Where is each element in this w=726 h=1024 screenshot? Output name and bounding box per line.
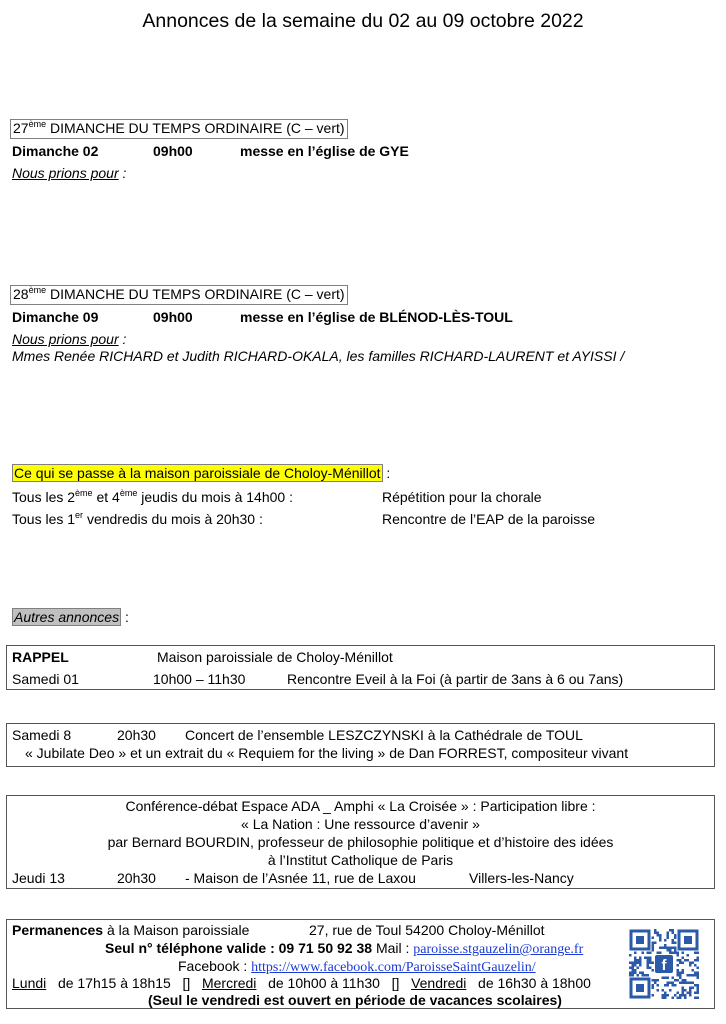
- sunday2-pray: [12, 331, 126, 347]
- separator-2: []: [391, 975, 400, 991]
- sunday1-pray: [12, 165, 126, 181]
- conference-line1: Conférence-débat Espace ADA _ Amphi « La Croisée » : Participation libre :: [125, 798, 596, 814]
- conference-line2: « La Nation : Une ressource d’avenir »: [241, 816, 480, 832]
- sunday1-header: [10, 119, 348, 139]
- maison-row1-pre: Tous les 2: [12, 489, 76, 505]
- sunday2-pray-label: Nous prions pour: [12, 331, 119, 347]
- conference-city: Villers-les-Nancy: [469, 870, 574, 886]
- maison-row2-post: vendredis du mois à 20h30 :: [83, 511, 263, 527]
- conference-place: - Maison de l’Asnée 11, rue de Laxou: [185, 870, 416, 886]
- concert-day: Samedi 8: [12, 727, 72, 743]
- conference-day: Jeudi 13: [12, 870, 65, 886]
- maison-row2-sup1: er: [75, 510, 84, 520]
- email-link[interactable]: paroisse.stgauzelin@orange.fr: [413, 942, 584, 957]
- permanences-label: Permanences: [12, 922, 104, 938]
- rappel-label: RAPPEL: [12, 649, 69, 665]
- facebook-link[interactable]: https://www.facebook.com/ParoisseSaintGauzelin/: [251, 960, 536, 975]
- rappel-place: Maison paroissiale de Choloy-Ménillot: [157, 649, 393, 665]
- permanences-facebook: [178, 958, 536, 976]
- rappel-day: Samedi 01: [12, 671, 79, 687]
- maison-row1-sup1: ème: [75, 488, 93, 498]
- facebook-label: Facebook :: [178, 958, 252, 974]
- sunday1-pray-colon: :: [118, 165, 127, 181]
- sunday1-time: 09h00: [153, 143, 193, 159]
- conference-time: 20h30: [117, 870, 156, 886]
- maison-row1-when: [12, 489, 293, 505]
- maison-row2-pre: Tous les 1: [12, 511, 76, 527]
- concert-time: 20h30: [117, 727, 156, 743]
- sunday2-header-text: DIMANCHE DU TEMPS ORDINAIRE (C – vert): [46, 286, 345, 302]
- maison-row1-sup2: ème: [119, 488, 138, 498]
- permanences-note: (Seul le vendredi est ouvert en période de vacances scolaires): [148, 992, 562, 1008]
- maison-heading-colon: :: [382, 465, 391, 481]
- maison-row1-mid: et 4: [92, 489, 120, 505]
- concert-line2: « Jubilate Deo » et un extrait du « Requiem for the living » de Dan FORREST, compositeur vivant: [25, 745, 629, 761]
- maison-row1-post: jeudis du mois à 14h00 :: [137, 489, 293, 505]
- maison-row1-activity: Répétition pour la chorale: [382, 489, 542, 505]
- autres-heading: [12, 609, 129, 625]
- sunday2-pray-colon: :: [118, 331, 127, 347]
- sunday2-number: 28: [13, 286, 29, 302]
- sunday2-time: 09h00: [153, 309, 193, 325]
- lundi-hours: de 17h15 à 18h15: [57, 975, 171, 991]
- permanences-hours: [12, 975, 591, 991]
- separator-1: []: [182, 975, 191, 991]
- sunday2-mass: messe en l’église de BLÉNOD-LÈS-TOUL: [240, 309, 513, 325]
- mercredi-label: Mercredi: [201, 975, 257, 991]
- maison-row2-when: [12, 511, 263, 527]
- maison-row2-activity: Rencontre de l’EAP de la paroisse: [382, 511, 595, 527]
- maison-heading-text: Ce qui se passe à la maison paroissiale de Choloy-Ménillot: [14, 465, 381, 481]
- conference-line4: à l’Institut Catholique de Paris: [267, 852, 454, 868]
- page-title: Annonces de la semaine du 02 au 09 octobre 2022: [142, 10, 584, 32]
- sunday1-number: 27: [13, 120, 29, 136]
- maison-heading: [12, 465, 390, 481]
- sunday2-header: [10, 285, 348, 305]
- permanences-address: 27, rue de Toul 54200 Choloy-Ménillot: [309, 922, 545, 938]
- mail-label: Mail :: [372, 940, 414, 956]
- concert-desc: Concert de l’ensemble LESZCZYNSKI à la Cathédrale de TOUL: [185, 727, 583, 743]
- sunday2-day: Dimanche 09: [12, 309, 99, 325]
- sunday1-header-text: DIMANCHE DU TEMPS ORDINAIRE (C – vert): [46, 120, 345, 136]
- sunday2-sup: ème: [28, 285, 47, 295]
- autres-heading-text: Autres annonces: [14, 609, 120, 625]
- sunday1-day: Dimanche 02: [12, 143, 99, 159]
- rappel-time: 10h00 – 11h30: [153, 671, 246, 687]
- permanences-where: à la Maison paroissiale: [103, 922, 250, 938]
- sunday1-mass: messe en l’église de GYE: [240, 143, 409, 159]
- permanences-line1: [12, 922, 249, 938]
- conference-line3: par Bernard BOURDIN, professeur de philosophie politique et d’histoire des idées: [107, 834, 614, 850]
- phone-label: Seul n° téléphone valide : 09 71 50 92 38: [105, 940, 373, 956]
- vendredi-hours: de 16h30 à 18h00: [478, 975, 591, 991]
- rappel-event: Rencontre Eveil à la Foi (à partir de 3ans à 6 ou 7ans): [287, 671, 624, 687]
- permanences-line2: [105, 940, 583, 958]
- autres-heading-colon: :: [121, 609, 129, 625]
- qr-code-icon: [629, 929, 699, 999]
- mercredi-hours: de 10h00 à 11h30: [268, 975, 380, 991]
- svg-text:f: f: [661, 957, 667, 974]
- sunday1-sup: ème: [28, 119, 47, 129]
- lundi-label: Lundi: [12, 975, 47, 991]
- vendredi-label: Vendredi: [411, 975, 467, 991]
- sunday2-intentions: Mmes Renée RICHARD et Judith RICHARD-OKALA, les familles RICHARD-LAURENT et AYISSI /: [12, 348, 625, 364]
- sunday1-pray-label: Nous prions pour: [12, 165, 119, 181]
